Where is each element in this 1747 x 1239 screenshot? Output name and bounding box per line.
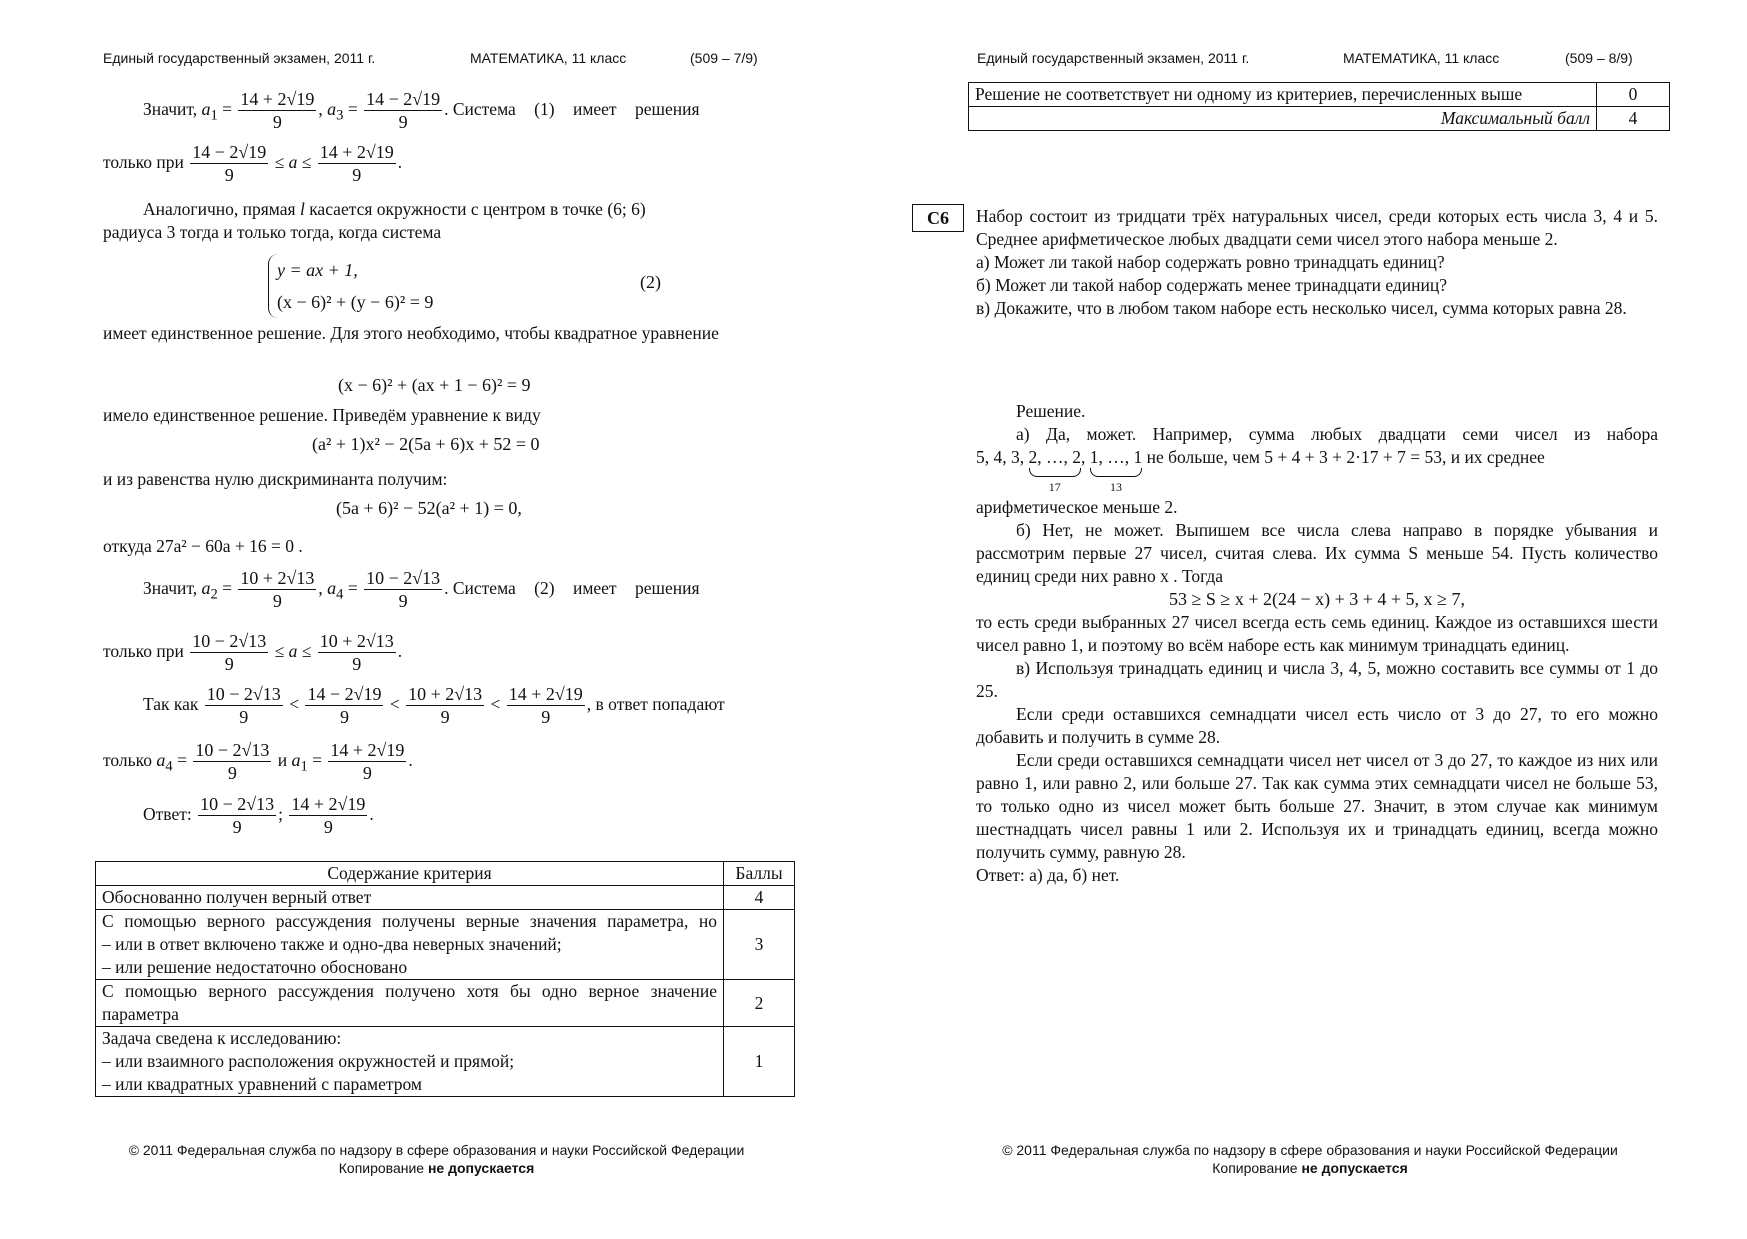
criteria-points: 0 [1597,83,1670,107]
criteria-text: Обоснованно получен верный ответ [96,886,724,910]
header-page-code: (509 – 8/9) [1565,50,1633,66]
answer-right: Ответ: а) да, б) нет. [976,865,1120,885]
sol-a-line2: 5, 4, 3, 2, …, 2 17 , 1, …, 1 13 не больше, чем 5 + 4 + 3 + 2·17 + 7 = 53, и их среднее [976,447,1545,494]
sol-a-line3: арифметическое меньше 2. [976,497,1178,517]
max-score-label: Максимальный балл [969,107,1597,131]
task-statement: Набор состоит из тридцати трёх натуральных чисел, среди которых есть числа 3, 4 и 5. Среднее арифметическое любых двадцати семи чисел этого набора меньше 2. а) Может ли такой набор содержать ровно тринадцать единиц? б) Может ли такой набор содержать менее тринадцати единиц? в) Докажите, что в любом таком наборе есть несколько чисел, сумма которых равна 28. [976,206,1658,318]
footer-left: © 2011 Федеральная служба по надзору в сфере образования и науки Российской Федерации Копирование не допускается [128,1142,745,1176]
para-comparison: Так как $\frac{10 - 2√13}{9}$ < $\frac{14 - 2√19}{9}$ < $\frac{10 + 2√13}{9}$ < $\frac{14 + 2√19}{9}$ , в ответ попадают только $a_4$ = $\frac{10 - 2√13}{9}$ и $a_1$ = $\frac{14 + 2√19}{9}$ . [103,684,725,784]
criteria-points: 2 [724,980,795,1027]
ones-group: 1, …, 1 13 [1089,447,1143,494]
header-page-code: (509 – 7/9) [690,50,758,66]
para-reduce: имело единственное решение. Приведём уравнение к виду [103,405,541,425]
header-subject: МАТЕМАТИКА, 11 класс [470,50,627,66]
criteria-points: 1 [724,1027,795,1097]
solution [976,400,1658,887]
criteria-text: С помощью верного рассуждения получено хотя бы одно верное значение параметра [96,980,724,1027]
criteria-header-content: Содержание критерия [96,862,724,886]
eq-quadratic: (x − 6)² + (ax + 1 − 6)² = 9 [338,375,531,395]
para-roots-a2-a4: Значит, $a_2$ = $\frac{10 + 2√13}{9}$ , $a_4$ = $\frac{10 - 2√13}{9}$ . Система (2) имеет решения только при $\frac{10 - 2√13}{9}$ ≤ a ≤ $\frac{10 + 2√13}{9}$ . [103,568,700,674]
para-discriminant: и из равенства нулю дискриминанта получим: [103,469,448,489]
sol-b-inequality: 53 ≥ S ≥ x + 2(24 − x) + 3 + 4 + 5, x ≥ 7, [1169,589,1465,609]
sol-c-2: Если среди оставшихся семнадцати чисел есть число от 3 до 27, то его можно добавить и получить в сумме 28. [976,704,1658,747]
table-row [96,980,795,1027]
criteria-table-cont [968,82,1670,131]
para-whence: откуда 27a² − 60a + 16 = 0 . [103,536,303,556]
table-row [96,886,795,910]
system-2-label: (2) [640,272,661,292]
sol-c-1: в) Используя тринадцать единиц и числа 3, 4, 5, можно составить все суммы от 1 до 25. [976,658,1658,701]
sol-c-3: Если среди оставшихся семнадцати чисел нет чисел от 3 до 27, то каждое из них или равно 1, или равно 2, или больше 27. Так как сумма этих семнадцати чисел не больше 53, то только одно из чисел может быть больше 27. Значит, в этом случае как минимум шестнадцать чисел равны 1 или 2. Используя их и тринадцать единиц, всегда можно получить сумму, равную 28. [976,750,1658,862]
table-row [96,910,795,980]
criteria-header-row [96,862,795,886]
eq-disc: (5a + 6)² − 52(a² + 1) = 0, [336,498,522,518]
header-exam: Единый государственный экзамен, 2011 г. [103,50,376,66]
criteria-header-points: Баллы [724,862,795,886]
solution-title: Решение. [1016,401,1086,421]
criteria-text: С помощью верного рассуждения получены верные значения параметра, но – или в ответ включено также и одно-два неверных значений; – или решение недостаточно обосновано [96,910,724,980]
header-exam: Единый государственный экзамен, 2011 г. [977,50,1250,66]
sol-a-line1: а) Да, может. Например, сумма любых двадцати семи чисел из набора [1016,424,1658,444]
answer-left: Ответ: $\frac{10 - 2√13}{9}$ ; $\frac{14 + 2√19}{9}$ . [143,794,374,838]
criteria-text: Решение не соответствует ни одному из критериев, перечисленных выше [969,83,1597,107]
footer-right: © 2011 Федеральная служба по надзору в сфере образования и науки Российской Федерации Копирование не допускается [1002,1142,1618,1176]
task-label-c6: С6 [912,204,964,232]
para-roots-a1-a3: Значит, $a_1$ = $\frac{14 + 2√19}{9}$ , $a_3$ = $\frac{14 - 2√19}{9}$ . Система (1) имеет решения только при $\frac{14 - 2√19}{9}$ ≤ a ≤ $\frac{14 + 2√19}{9}$ . [103,89,700,185]
para-unique-solution: имеет единственное решение. Для этого необходимо, чтобы квадратное уравнение [103,323,719,343]
sol-b: б) Нет, не может. Выпишем все числа слева направо в порядке убывания и рассмотрим первые 27 чисел, считая слева. Их сумма S меньше 54. Пусть количество единиц среди них равно x . Тогда [976,520,1658,586]
criteria-text: Задача сведена к исследованию: – или взаимного расположения окружностей и прямой; – или квадратных уравнений с параметром [96,1027,724,1097]
criteria-points: 4 [724,886,795,910]
max-score-value: 4 [1597,107,1670,131]
eq-form: (a² + 1)x² − 2(5a + 6)x + 52 = 0 [312,434,540,454]
table-row [969,83,1670,107]
header-subject: МАТЕМАТИКА, 11 класс [1343,50,1500,66]
table-row [969,107,1670,131]
sol-b-conclusion: то есть среди выбранных 27 чисел всегда есть семь единиц. Каждое из оставшихся шести чисел равно 1, и поэтому во всём наборе есть как минимум тринадцать единиц. [976,612,1658,655]
twos-group: 2, …, 2 17 [1028,447,1081,494]
table-row [96,1027,795,1097]
para-analog: Аналогично, прямая l касается окружности с центром в точке (6; 6) радиуса 3 тогда и только тогда, когда система [103,199,646,242]
criteria-points: 3 [724,910,795,980]
criteria-table [95,861,795,1097]
system-2: y = ax + 1, (x − 6)² + (y − 6)² = 9 [268,254,433,318]
left-page [0,0,873,1239]
